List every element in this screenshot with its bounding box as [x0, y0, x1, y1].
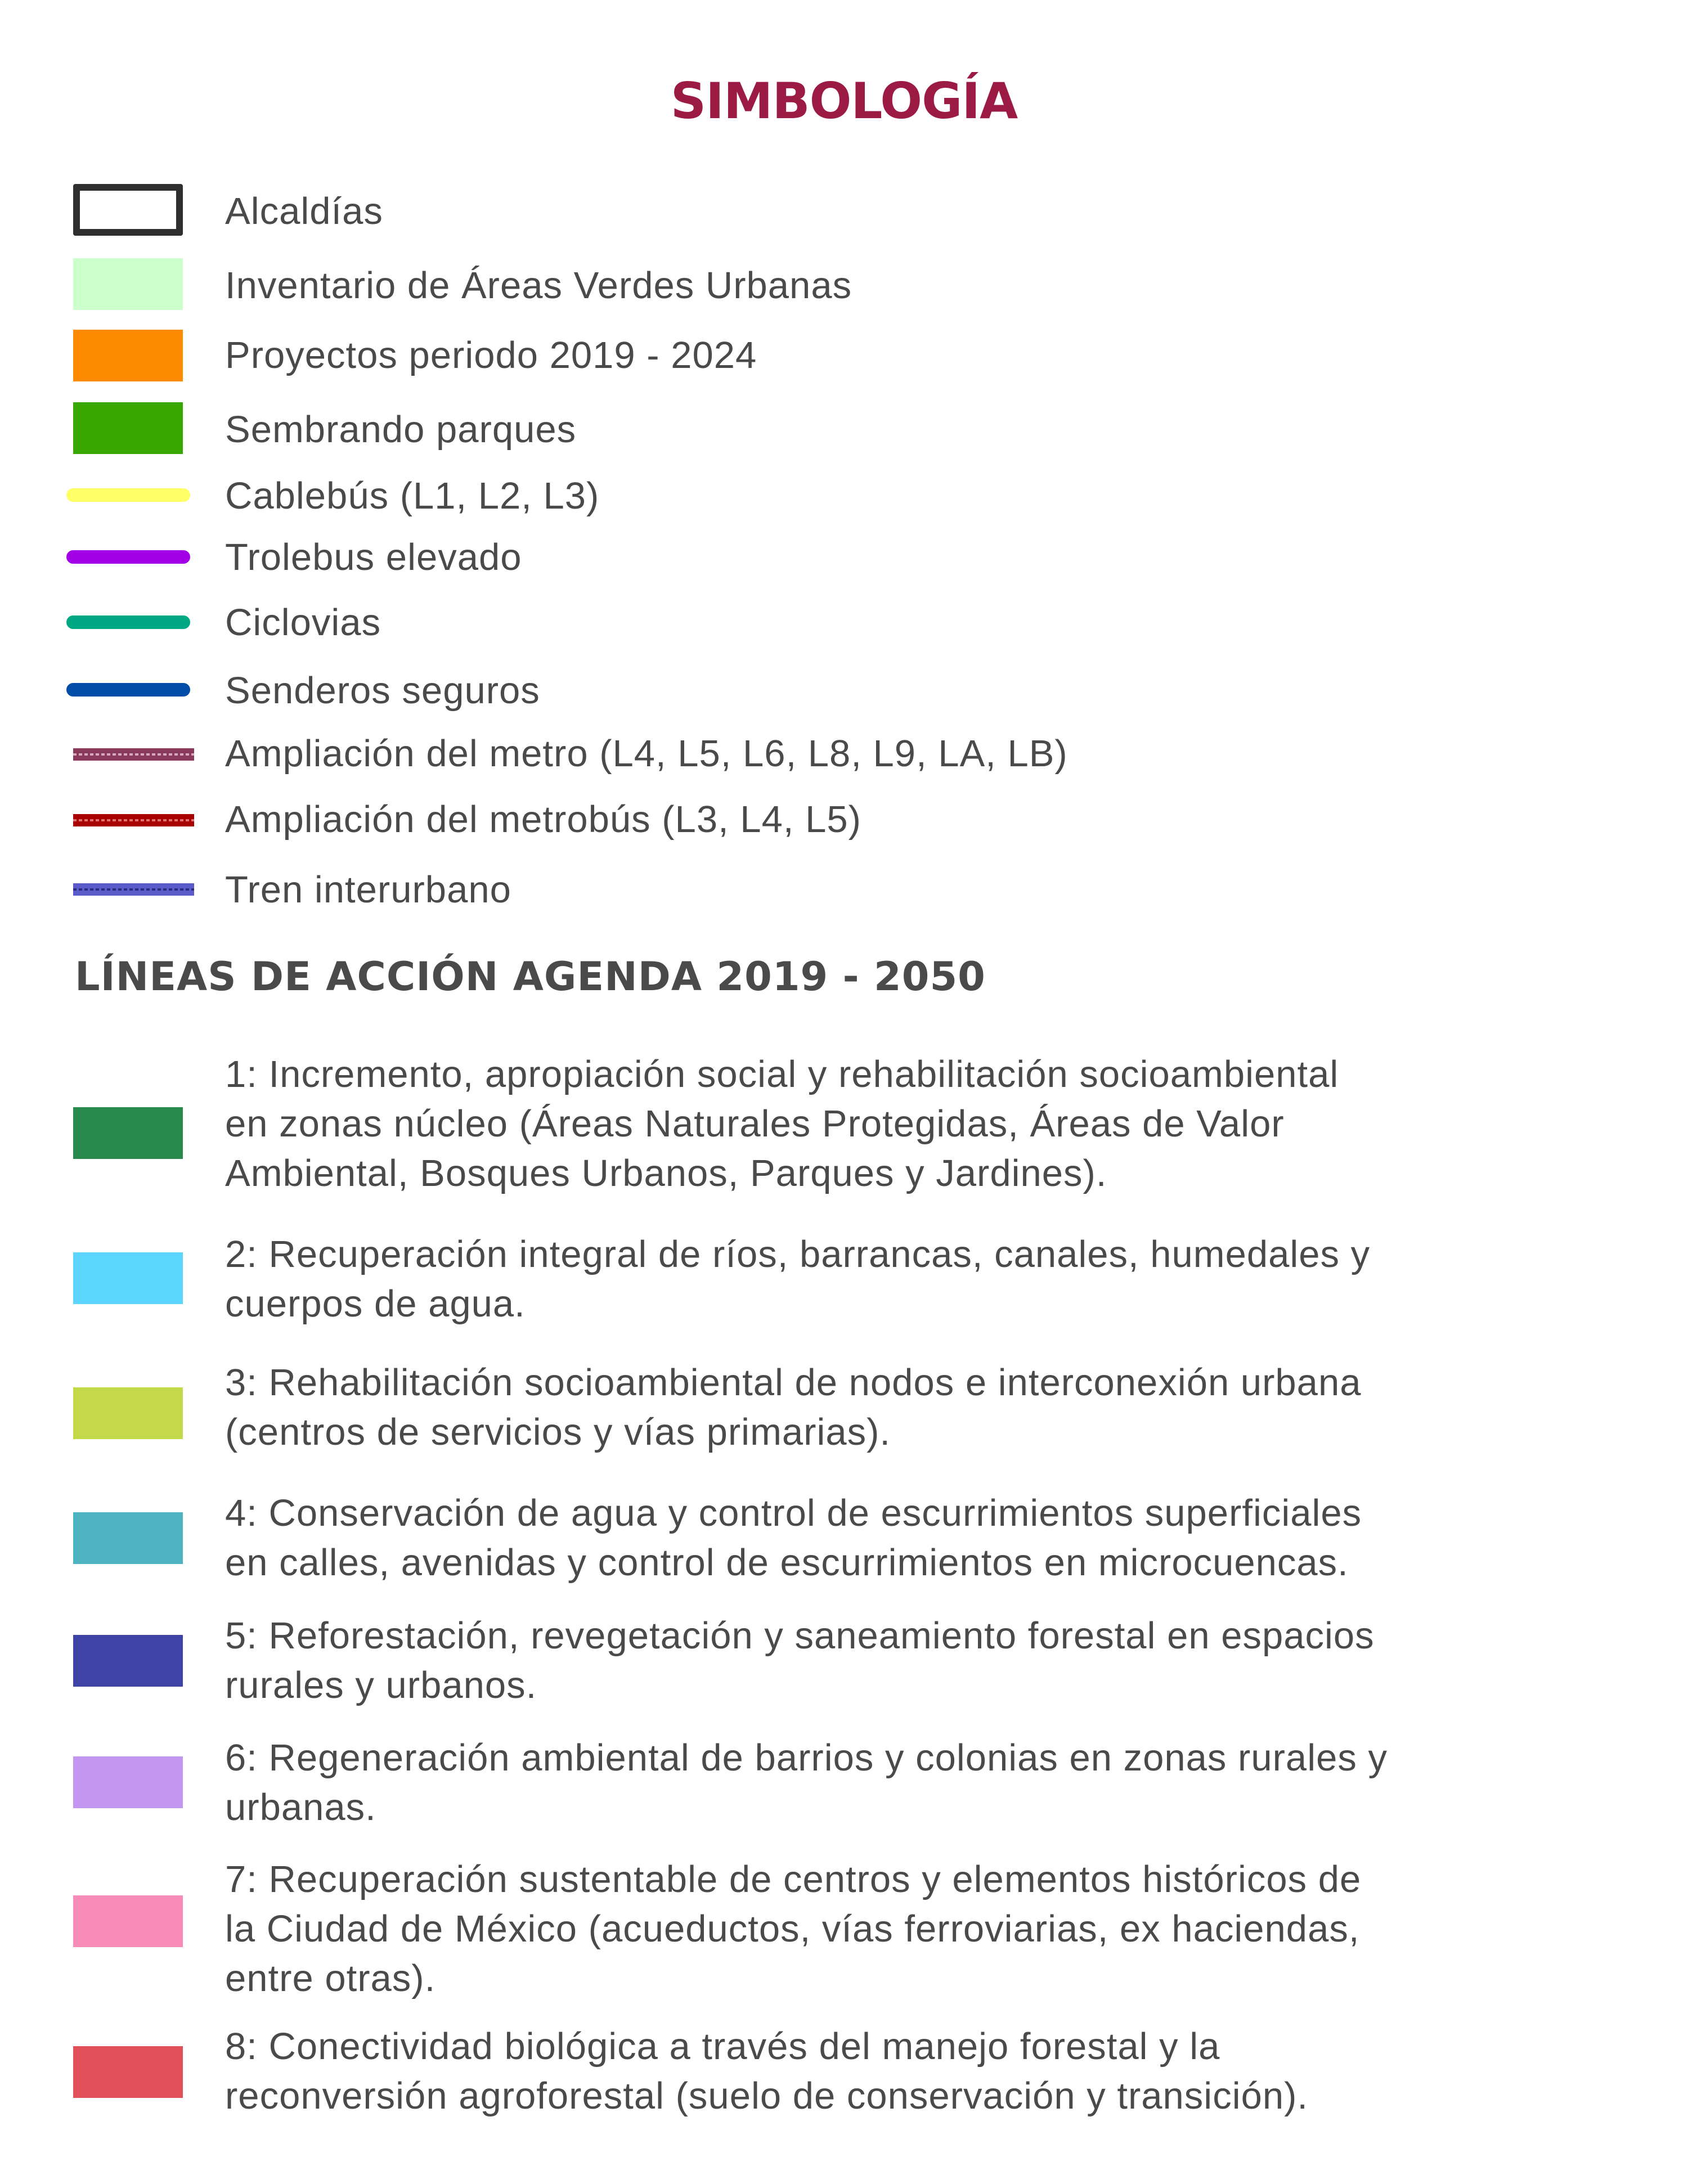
- action-line: la Ciudad de México (acueductos, vías ferroviarias, ex haciendas,: [225, 1908, 1360, 1950]
- legend-label: Inventario de Áreas Verdes Urbanas: [225, 264, 852, 307]
- action-line: entre otras).: [225, 1957, 436, 1999]
- color-swatch-icon: [73, 330, 183, 381]
- dashed-line-swatch-icon: [73, 748, 194, 761]
- dashed-line-swatch-icon: [73, 814, 194, 826]
- action-line: 6: Regeneración ambiental de barrios y colonias en zonas rurales y: [225, 1737, 1388, 1779]
- legend-label: Cablebús (L1, L2, L3): [225, 475, 600, 517]
- action-line: 3: Rehabilitación socioambiental de nodos e interconexión urbana: [225, 1361, 1362, 1404]
- action-line: 7: Recuperación sustentable de centros y elementos históricos de: [225, 1858, 1362, 1900]
- line-swatch-icon: [66, 488, 190, 502]
- line-swatch-icon: [66, 683, 190, 696]
- action-line: 2: Recuperación integral de ríos, barrancas, canales, humedales y: [225, 1233, 1371, 1275]
- color-swatch-icon: [73, 402, 183, 454]
- action-line: en calles, avenidas y control de escurrimientos en microcuencas.: [225, 1542, 1349, 1584]
- color-swatch-icon: [73, 2046, 183, 2098]
- color-swatch-icon: [73, 1107, 183, 1159]
- actions-title: LÍNEAS DE ACCIÓN AGENDA 2019 - 2050: [75, 954, 986, 1000]
- color-swatch-icon: [73, 1387, 183, 1439]
- line-swatch-icon: [66, 615, 190, 629]
- action-line: 8: Conectividad biológica a través del manejo forestal y la: [225, 2025, 1220, 2068]
- action-line: Ambiental, Bosques Urbanos, Parques y Jardines).: [225, 1152, 1107, 1194]
- action-line: reconversión agroforestal (suelo de conservación y transición).: [225, 2075, 1309, 2117]
- action-line: 5: Reforestación, revegetación y saneamiento forestal en espacios: [225, 1615, 1375, 1657]
- action-line: rurales y urbanos.: [225, 1664, 537, 1706]
- legend-label: Alcaldías: [225, 190, 383, 232]
- action-line: urbanas.: [225, 1786, 376, 1828]
- legend-label: Ampliación del metro (L4, L5, L6, L8, L9, LA, LB): [225, 733, 1068, 775]
- legend-label: Ampliación del metrobús (L3, L4, L5): [225, 798, 861, 841]
- action-line: cuerpos de agua.: [225, 1283, 526, 1325]
- legend-label: Trolebus elevado: [225, 536, 522, 578]
- line-swatch-icon: [66, 550, 190, 564]
- color-swatch-icon: [73, 1895, 183, 1947]
- legend-label: Proyectos periodo 2019 - 2024: [225, 334, 757, 376]
- color-swatch-icon: [73, 1635, 183, 1687]
- color-swatch-icon: [73, 258, 183, 310]
- legend-label: Ciclovias: [225, 601, 381, 644]
- color-swatch-icon: [73, 1512, 183, 1564]
- action-line: 1: Incremento, apropiación social y rehabilitación socioambiental: [225, 1053, 1339, 1095]
- outline-swatch-icon: [73, 184, 183, 236]
- action-line: 4: Conservación de agua y control de escurrimientos superficiales: [225, 1492, 1362, 1534]
- dashed-line-swatch-icon: [73, 883, 194, 896]
- color-swatch-icon: [73, 1252, 183, 1304]
- legend-title: SIMBOLOGÍA: [670, 72, 1018, 130]
- action-line: (centros de servicios y vías primarias).: [225, 1411, 891, 1453]
- color-swatch-icon: [73, 1756, 183, 1808]
- legend-label: Tren interurbano: [225, 869, 511, 911]
- action-line: en zonas núcleo (Áreas Naturales Protegidas, Áreas de Valor: [225, 1103, 1285, 1145]
- legend-label: Senderos seguros: [225, 669, 540, 712]
- legend-label: Sembrando parques: [225, 408, 577, 451]
